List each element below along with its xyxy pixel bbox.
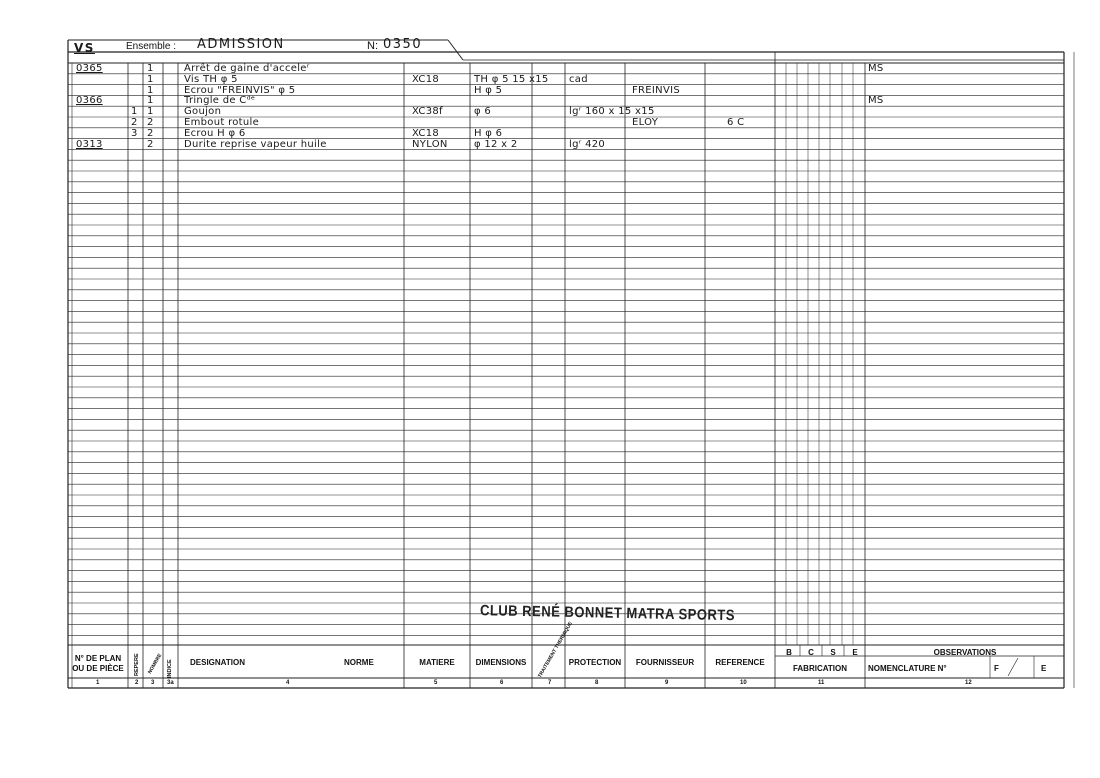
footer-indice: INDICE [167,659,173,678]
footer-designation: DESIGNATION [190,658,245,667]
column-number: 10 [740,680,747,686]
cell-dimensions: H φ 5 [474,84,503,96]
footer-reference: REFERENCE [715,658,765,667]
club-stamp: CLUB RENÉ BONNET MATRA SPORTS [479,601,736,624]
cell-nombre: 2 [147,127,154,139]
cell-matiere: NYLON [412,138,448,150]
cell-designation: Ecrou "FREINVIS" φ 5 [184,84,296,96]
column-number: 3 [151,680,155,686]
cell-rep: 1 [131,106,138,118]
footer-matiere: MATIERE [419,658,455,667]
cell-plan: 0366 [76,95,103,107]
column-number: 1 [96,680,100,686]
cell-dimensions: φ 12 x 2 [474,138,518,150]
footer-e: E [852,648,858,657]
cell-matiere: XC18 [412,127,440,139]
cell-dimensions: TH φ 5 15 x15 [474,73,549,85]
cell-protection: lgʳ 160 x 15 x15 [569,106,655,118]
cell-fournisseur: FREINVIS [632,84,680,96]
cell-nombre: 1 [147,73,154,85]
cell-rep: 3 [131,127,138,139]
column-number: 4 [286,680,290,686]
cell-obs: MS [868,95,884,107]
cell-nombre: 1 [147,84,154,96]
footer-c: C [808,648,814,657]
footer-dimensions: DIMENSIONS [475,658,527,667]
footer-fabrication: FABRICATION [792,664,848,673]
cell-obs: MS [868,63,884,74]
column-number: 7 [548,680,552,686]
ensemble-label: Ensemble : [126,41,177,52]
cell-designation: Goujon [184,106,222,118]
fe-slash [1008,658,1018,676]
cell-nombre: 1 [147,63,154,74]
column-number: 12 [965,680,972,686]
footer-observations: OBSERVATIONS [933,648,997,657]
cell-reference: 6 C [727,117,745,128]
column-number: 6 [500,680,504,686]
footer-s: S [830,648,836,657]
cell-designation: Arrêt de gaine d'acceleʳ [184,63,310,74]
number-value: 0350 [383,37,423,52]
header-tab-slope [448,40,463,60]
ensemble-value: ADMISSION [197,37,285,52]
cell-matiere: XC18 [412,73,440,85]
corner-mark: VS [74,41,95,55]
cell-protection: cad [569,73,588,85]
cell-designation: Tringle de Cᵈᵉ [184,95,256,107]
footer-nomenclature: NOMENCLATURE N° [868,664,947,673]
cell-plan: 0365 [76,63,103,74]
column-number: 5 [434,680,438,686]
cell-designation: Ecrou H φ 6 [184,127,246,139]
column-number: 9 [665,680,669,686]
cell-plan: 0313 [76,138,103,150]
column-number: 3a [167,680,174,686]
footer-b: B [786,648,792,657]
footer-traitement: TRAITEMENT THERMIQUE [537,620,575,679]
footer-plan: N° DE PLAN OU DE PIÈCE [72,654,124,673]
cell-nombre: 1 [147,95,154,107]
cell-rep: 2 [131,117,138,128]
column-number: 11 [818,680,825,686]
cell-designation: Durite reprise vapeur huile [184,138,327,150]
footer-protection: PROTECTION [568,658,622,667]
column-number: 8 [595,680,599,686]
footer-f: F [994,664,999,673]
cell-designation: Vis TH φ 5 [184,73,238,85]
cell-dimensions: φ 6 [474,106,492,118]
footer-norme: NORME [344,658,374,667]
cell-nombre: 2 [147,138,154,150]
footer-fournisseur: FOURNISSEUR [635,658,695,667]
footer-nombre: NOMBRE [147,652,164,675]
column-number: 2 [135,680,139,686]
number-label: N: [367,40,378,52]
cell-nombre: 2 [147,117,154,128]
cell-protection: lgʳ 420 [569,138,606,150]
cell-designation: Embout rotule [184,117,260,128]
cell-fournisseur: ELOY [632,117,659,128]
footer-repere: REPERE [134,653,140,676]
cell-dimensions: H φ 6 [474,127,503,139]
cell-matiere: XC38f [412,106,443,118]
footer-e-letter: E [1041,664,1047,673]
cell-nombre: 1 [147,106,154,118]
